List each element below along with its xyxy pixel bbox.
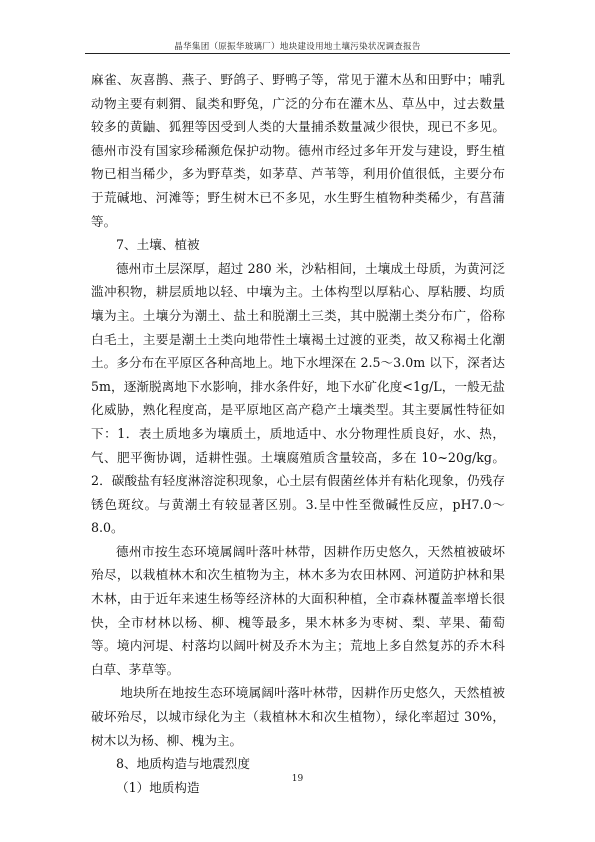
paragraph-vegetation-site: 地块所在地按生态环境属阔叶落叶林带，因耕作历史悠久，天然植被破坏殆尽，以城市绿化为主（栽植林木和次生植物），绿化率超过 30%，树木以为杨、柳、槐为主。 — [91, 685, 505, 748]
running-header: 晶华集团（原振华玻璃厂）地块建设用地土壤污染状况调查报告 — [174, 42, 421, 52]
subsection-heading-geology: （1）地质构造 — [116, 779, 200, 795]
page-number: 19 — [291, 774, 304, 784]
paragraph-vegetation-city: 德州市按生态环境属阔叶落叶林带，因耕作历史悠久，天然植被破坏殆尽，以栽植林木和次生植物为主，林木多为农田林网、河道防护林和果木林，由于近年来速生杨等经济林的大面积种植，全市森林覆盖率增长很快，全市材林以杨、柳、槐等最多，果木林多为枣树、梨、苹果、葡萄等。境内河堤、村落均以阔叶树及乔木为主；荒地上多自然复苏的乔木科白草、茅草等。 — [91, 543, 505, 677]
paragraph-soil: 德州市土层深厚，超过 280 米，沙粘相间，土壤成土母质，为黄河泛滥冲积物，耕层质地以轻、中壤为主。土体构型以厚粘心、厚粘腰、均质壤为主。土壤分为潮土、盐土和脱潮土三类，其中脱潮土类分布广，俗称白毛土，主要是潮土土类向地带性土壤褐土过渡的亚类，故又称褐土化潮土。多分布在平原区各种高地上。地下水埋深在 2.5～3.0m 以下，深者达 5m，逐渐脱离地下水影响，排水条件好，地下水矿化度<1g/L，一般无盐化威胁，熟化程度高，是平原地区高产稳产土壤类型。其主要属性特征如下：1．表土质地多为壤质土，质地适中、水分物理性质良好，水、热，气、肥平衡协调，适耕性强。土壤腐殖质含量较高，多在 10~20g/kg。2．碳酸盐有轻度淋溶淀积现象，心土层有假菌丝体并有粘化现象，仍残存锈色斑纹。与黄潮土有较显著区别。3.呈中性至微碱性反应，pH7.0～8.0。 — [91, 260, 510, 536]
section-heading-soil-vegetation: 7、土壤、植被 — [116, 237, 200, 253]
paragraph-fauna-flora: 麻雀、灰喜鹊、燕子、野鸽子、野鸭子等，常见于灌木丛和田野中；哺乳动物主要有刺猬、鼠类和野兔，广泛的分布在灌木丛、草丛中，过去数量较多的黄鼬、狐狸等因受到人类的大量捕杀数量减少很快，现已不多见。德州市没有国家珍稀濒危保护动物。德州市经过多年开发与建设，野生植物已相当稀少，多为野草类，如茅草、芦苇等，利用价值很低，主要分布于荒碱地、河滩等；野生树木已不多见，水生野生植物种类稀少，有菖蒲等。 — [91, 72, 505, 229]
section-heading-geology: 8、地质构造与地震烈度 — [116, 756, 250, 772]
document-body — [91, 68, 510, 799]
header-rule — [85, 53, 510, 54]
